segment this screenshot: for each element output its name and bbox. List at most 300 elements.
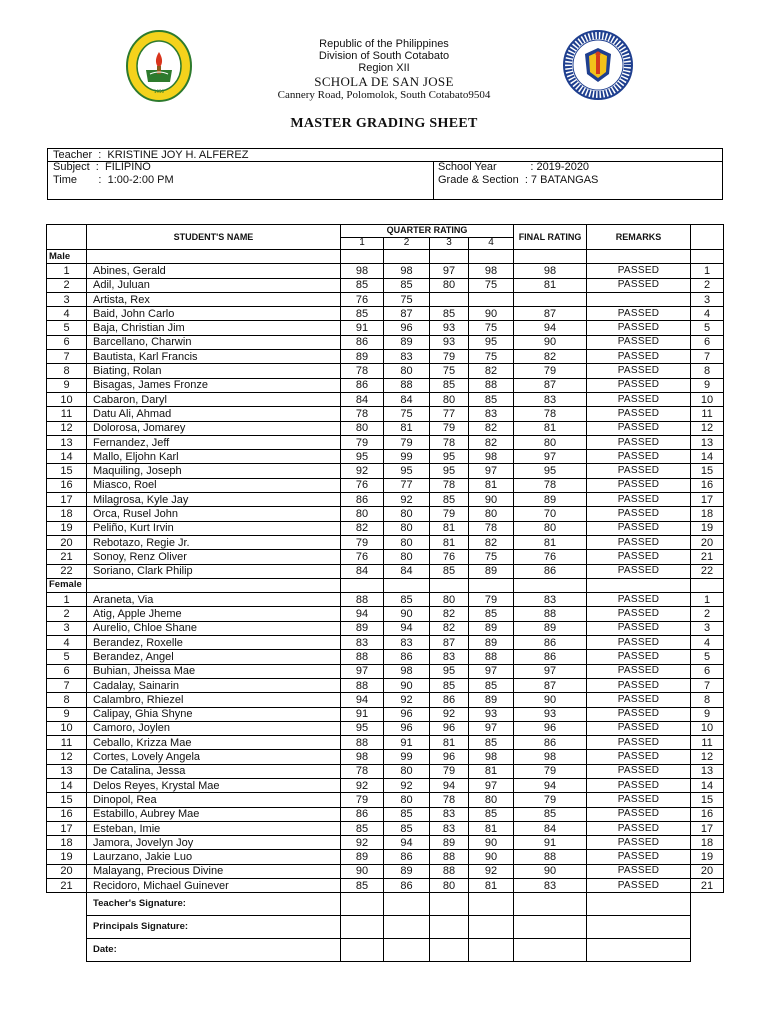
- remarks-cell: PASSED: [587, 879, 691, 893]
- student-name: Dolorosa, Jomarey: [87, 421, 341, 435]
- final-grade: 94: [514, 321, 587, 335]
- remarks-cell: PASSED: [587, 264, 691, 278]
- subject-info: Subject : FILIPINO: [53, 161, 151, 173]
- quarter-2-grade: 88: [384, 378, 430, 392]
- student-name: Cabaron, Daryl: [87, 392, 341, 406]
- quarter-2-grade: 80: [384, 764, 430, 778]
- table-row: [47, 507, 724, 521]
- quarter-2-grade: 92: [384, 493, 430, 507]
- quarter-2-grade: 86: [384, 879, 430, 893]
- rank-number: 14: [691, 450, 724, 464]
- quarter-4-grade: 81: [469, 478, 514, 492]
- student-name: Estabillo, Aubrey Mae: [87, 807, 341, 821]
- student-name: Atig, Apple Jheme: [87, 607, 341, 621]
- quarter-3-grade: 80: [430, 879, 469, 893]
- grade-section-info: Grade & Section : 7 BATANGAS: [438, 174, 599, 186]
- student-name: Delos Reyes, Krystal Mae: [87, 778, 341, 792]
- final-grade: 76: [514, 550, 587, 564]
- student-name: Aurelio, Chloe Shane: [87, 621, 341, 635]
- quarter-2-grade: 84: [384, 392, 430, 406]
- quarter-1-grade: 79: [341, 435, 384, 449]
- rank-number: 4: [691, 636, 724, 650]
- table-header-row: [47, 225, 724, 238]
- row-number: 8: [47, 693, 87, 707]
- quarter-1-grade: 79: [341, 793, 384, 807]
- final-grade: 98: [514, 264, 587, 278]
- quarter-4-grade: 98: [469, 264, 514, 278]
- row-number: 13: [47, 435, 87, 449]
- remarks-cell: PASSED: [587, 593, 691, 607]
- student-name: Sonoy, Renz Oliver: [87, 550, 341, 564]
- table-row: [47, 793, 724, 807]
- quarter-4-grade: 85: [469, 678, 514, 692]
- quarter-2-grade: 85: [384, 593, 430, 607]
- final-grade: 79: [514, 793, 587, 807]
- quarter-1-grade: 80: [341, 507, 384, 521]
- rank-number: 19: [691, 521, 724, 535]
- final-grade: 98: [514, 750, 587, 764]
- quarter-3-grade: 92: [430, 707, 469, 721]
- final-grade: 86: [514, 564, 587, 578]
- table-row: [47, 292, 724, 306]
- quarter-4-grade: 98: [469, 750, 514, 764]
- quarter-2-grade: 96: [384, 721, 430, 735]
- quarter-2-grade: 89: [384, 335, 430, 349]
- quarter-1-grade: 84: [341, 392, 384, 406]
- rank-number: 8: [691, 364, 724, 378]
- remarks-cell: PASSED: [587, 421, 691, 435]
- quarter-3-grade: 81: [430, 736, 469, 750]
- final-grade: 79: [514, 764, 587, 778]
- quarter-1-header: 1: [341, 237, 384, 250]
- quarter-1-grade: 85: [341, 278, 384, 292]
- quarter-1-grade: 91: [341, 321, 384, 335]
- quarter-4-grade: 89: [469, 621, 514, 635]
- table-row: [47, 392, 724, 406]
- quarter-3-grade: 95: [430, 450, 469, 464]
- quarter-1-grade: 89: [341, 350, 384, 364]
- quarter-2-grade: 80: [384, 521, 430, 535]
- table-row: [47, 307, 724, 321]
- row-number: 16: [47, 807, 87, 821]
- row-number: 3: [47, 621, 87, 635]
- quarter-4-grade: 82: [469, 435, 514, 449]
- quarter-1-grade: 82: [341, 521, 384, 535]
- rank-number: 5: [691, 321, 724, 335]
- row-number: 1: [47, 264, 87, 278]
- quarter-2-grade: 86: [384, 650, 430, 664]
- row-number: 20: [47, 535, 87, 549]
- table-row: [47, 493, 724, 507]
- quarter-2-grade: 75: [384, 407, 430, 421]
- quarter-3-grade: 85: [430, 678, 469, 692]
- quarter-4-grade: 90: [469, 850, 514, 864]
- quarter-2-grade: 80: [384, 364, 430, 378]
- row-number: 7: [47, 350, 87, 364]
- rank-number: 2: [691, 278, 724, 292]
- quarter-4-grade: 81: [469, 879, 514, 893]
- quarter-4-grade: 83: [469, 407, 514, 421]
- remarks-cell: PASSED: [587, 364, 691, 378]
- final-grade: 85: [514, 807, 587, 821]
- quarter-2-grade: 80: [384, 507, 430, 521]
- remarks-cell: PASSED: [587, 793, 691, 807]
- quarter-2-grade: 84: [384, 564, 430, 578]
- quarter-4-grade: 82: [469, 364, 514, 378]
- row-number: 6: [47, 664, 87, 678]
- row-number: 9: [47, 378, 87, 392]
- teacher-info: Teacher : KRISTINE JOY H. ALFEREZ: [53, 149, 249, 161]
- quarter-3-grade: 88: [430, 864, 469, 878]
- remarks-cell: PASSED: [587, 636, 691, 650]
- signature-row: [47, 939, 724, 962]
- quarter-3-grade: 81: [430, 535, 469, 549]
- final-grade: 84: [514, 821, 587, 835]
- rank-number: 1: [691, 264, 724, 278]
- quarter-1-grade: 95: [341, 721, 384, 735]
- remarks-cell: PASSED: [587, 550, 691, 564]
- final-grade: 81: [514, 421, 587, 435]
- school-address: Cannery Road, Polomolok, South Cotabato9504: [277, 89, 491, 101]
- rank-number: 9: [691, 707, 724, 721]
- quarter-3-grade: 88: [430, 850, 469, 864]
- row-number: 1: [47, 593, 87, 607]
- final-grade: 86: [514, 650, 587, 664]
- table-row: [47, 435, 724, 449]
- remarks-cell: PASSED: [587, 607, 691, 621]
- quarter-1-grade: 76: [341, 478, 384, 492]
- remarks-cell: PASSED: [587, 464, 691, 478]
- table-row: [47, 621, 724, 635]
- remarks-cell: PASSED: [587, 350, 691, 364]
- rank-number: 12: [691, 750, 724, 764]
- quarter-3-grade: 79: [430, 421, 469, 435]
- quarter-2-grade: 80: [384, 535, 430, 549]
- student-name: Rebotazo, Regie Jr.: [87, 535, 341, 549]
- student-name: Berandez, Roxelle: [87, 636, 341, 650]
- final-grade: 86: [514, 636, 587, 650]
- quarter-4-header: 4: [469, 237, 514, 250]
- student-name-header: STUDENT'S NAME: [87, 225, 341, 250]
- quarter-4-grade: 79: [469, 593, 514, 607]
- row-number: 2: [47, 278, 87, 292]
- quarter-1-grade: 91: [341, 707, 384, 721]
- quarter-1-grade: 92: [341, 464, 384, 478]
- quarter-1-grade: 85: [341, 307, 384, 321]
- section-row: [47, 578, 724, 592]
- student-name: Abines, Gerald: [87, 264, 341, 278]
- quarter-3-grade: 93: [430, 321, 469, 335]
- remarks-cell: PASSED: [587, 478, 691, 492]
- student-name: Adil, Juluan: [87, 278, 341, 292]
- final-grade: 83: [514, 879, 587, 893]
- quarter-2-grade: 98: [384, 664, 430, 678]
- quarter-4-grade: 97: [469, 464, 514, 478]
- quarter-2-grade: 81: [384, 421, 430, 435]
- rank-number: 22: [691, 564, 724, 578]
- student-name: Peliño, Kurt Irvin: [87, 521, 341, 535]
- student-name: Berandez, Angel: [87, 650, 341, 664]
- table-row: [47, 478, 724, 492]
- row-number: 18: [47, 836, 87, 850]
- row-number: 16: [47, 478, 87, 492]
- table-row: [47, 264, 724, 278]
- remarks-cell: PASSED: [587, 407, 691, 421]
- quarter-2-grade: 83: [384, 350, 430, 364]
- quarter-2-grade: 80: [384, 793, 430, 807]
- quarter-2-grade: 90: [384, 607, 430, 621]
- student-name: Fernandez, Jeff: [87, 435, 341, 449]
- table-row: [47, 335, 724, 349]
- quarter-2-grade: 77: [384, 478, 430, 492]
- remarks-cell: PASSED: [587, 778, 691, 792]
- student-name: Ceballo, Krizza Mae: [87, 736, 341, 750]
- remarks-cell: PASSED: [587, 392, 691, 406]
- table-row: [47, 736, 724, 750]
- quarter-3-grade: 79: [430, 350, 469, 364]
- row-number: 15: [47, 793, 87, 807]
- table-row: [47, 450, 724, 464]
- row-number: 5: [47, 650, 87, 664]
- table-row: [47, 693, 724, 707]
- quarter-2-grade: 83: [384, 636, 430, 650]
- quarter-1-grade: 76: [341, 550, 384, 564]
- final-grade: 89: [514, 493, 587, 507]
- table-row: [47, 721, 724, 735]
- quarter-3-grade: [430, 292, 469, 306]
- quarter-rating-header: QUARTER RATING: [341, 225, 514, 238]
- row-number: 11: [47, 736, 87, 750]
- quarter-2-grade: 85: [384, 807, 430, 821]
- quarter-3-grade: 82: [430, 607, 469, 621]
- republic-line: Republic of the Philippines: [319, 38, 449, 50]
- quarter-4-grade: 90: [469, 493, 514, 507]
- rank-number: 15: [691, 464, 724, 478]
- quarter-4-grade: 90: [469, 836, 514, 850]
- quarter-3-grade: 85: [430, 378, 469, 392]
- quarter-4-grade: 78: [469, 521, 514, 535]
- table-row: [47, 707, 724, 721]
- quarter-3-grade: 75: [430, 364, 469, 378]
- quarter-3-grade: 85: [430, 307, 469, 321]
- teacher-signature-label: Teacher's Signature:: [87, 893, 341, 916]
- row-number: 19: [47, 850, 87, 864]
- quarter-4-grade: 85: [469, 607, 514, 621]
- table-row: [47, 607, 724, 621]
- final-grade: 83: [514, 392, 587, 406]
- row-number: 14: [47, 778, 87, 792]
- rank-number: 2: [691, 607, 724, 621]
- quarter-1-grade: 98: [341, 264, 384, 278]
- final-grade: 79: [514, 364, 587, 378]
- quarter-1-grade: 85: [341, 821, 384, 835]
- quarter-3-grade: 96: [430, 721, 469, 735]
- quarter-3-grade: 81: [430, 521, 469, 535]
- quarter-1-grade: 97: [341, 664, 384, 678]
- rank-number: 1: [691, 593, 724, 607]
- quarter-3-grade: 80: [430, 392, 469, 406]
- rank-number: 6: [691, 664, 724, 678]
- quarter-2-grade: 98: [384, 264, 430, 278]
- final-grade: 95: [514, 464, 587, 478]
- rank-number: 16: [691, 478, 724, 492]
- final-grade: 87: [514, 307, 587, 321]
- table-row: [47, 750, 724, 764]
- quarter-3-grade: 85: [430, 493, 469, 507]
- quarter-3-grade: 79: [430, 764, 469, 778]
- table-row: [47, 593, 724, 607]
- final-grade: 70: [514, 507, 587, 521]
- row-number: 7: [47, 678, 87, 692]
- quarter-2-grade: 99: [384, 750, 430, 764]
- quarter-2-grade: 92: [384, 778, 430, 792]
- row-number: 8: [47, 364, 87, 378]
- rank-number: 15: [691, 793, 724, 807]
- remarks-cell: PASSED: [587, 507, 691, 521]
- remarks-cell: PASSED: [587, 521, 691, 535]
- quarter-1-grade: 83: [341, 636, 384, 650]
- rank-number: 16: [691, 807, 724, 821]
- student-name: Calipay, Ghia Shyne: [87, 707, 341, 721]
- quarter-2-grade: 92: [384, 693, 430, 707]
- student-name: Baja, Christian Jim: [87, 321, 341, 335]
- quarter-3-grade: 76: [430, 550, 469, 564]
- row-number: 21: [47, 879, 87, 893]
- quarter-3-grade: 96: [430, 750, 469, 764]
- rank-number: 7: [691, 350, 724, 364]
- rank-number: 17: [691, 821, 724, 835]
- quarter-3-grade: 78: [430, 793, 469, 807]
- student-name: Artista, Rex: [87, 292, 341, 306]
- student-name: Camoro, Joylen: [87, 721, 341, 735]
- table-row: [47, 764, 724, 778]
- quarter-1-grade: 88: [341, 678, 384, 692]
- quarter-3-grade: 83: [430, 807, 469, 821]
- final-grade: 81: [514, 535, 587, 549]
- student-name: Laurzano, Jakie Luo: [87, 850, 341, 864]
- table-row: [47, 636, 724, 650]
- student-name: Jamora, Jovelyn Joy: [87, 836, 341, 850]
- rank-number: 3: [691, 292, 724, 306]
- quarter-1-grade: 79: [341, 535, 384, 549]
- quarter-2-grade: 87: [384, 307, 430, 321]
- student-name: Milagrosa, Kyle Jay: [87, 493, 341, 507]
- final-grade: 81: [514, 278, 587, 292]
- quarter-1-grade: 84: [341, 564, 384, 578]
- final-grade: 78: [514, 407, 587, 421]
- rank-number: 19: [691, 850, 724, 864]
- remarks-header: REMARKS: [587, 225, 691, 250]
- quarter-1-grade: 92: [341, 836, 384, 850]
- remarks-cell: PASSED: [587, 335, 691, 349]
- row-number: 17: [47, 493, 87, 507]
- quarter-2-grade: 94: [384, 621, 430, 635]
- quarter-1-grade: 86: [341, 378, 384, 392]
- row-number: 6: [47, 335, 87, 349]
- remarks-cell: PASSED: [587, 321, 691, 335]
- date-label: Date:: [87, 939, 341, 962]
- row-number: 12: [47, 421, 87, 435]
- remarks-cell: PASSED: [587, 721, 691, 735]
- rank-number: 18: [691, 836, 724, 850]
- quarter-2-header: 2: [384, 237, 430, 250]
- section-label: Female: [47, 578, 87, 592]
- remarks-cell: PASSED: [587, 707, 691, 721]
- row-number: 22: [47, 564, 87, 578]
- quarter-4-grade: 97: [469, 721, 514, 735]
- quarter-4-grade: 98: [469, 450, 514, 464]
- row-number: 4: [47, 636, 87, 650]
- quarter-4-grade: 89: [469, 693, 514, 707]
- final-grade: 94: [514, 778, 587, 792]
- quarter-4-grade: 80: [469, 793, 514, 807]
- final-grade: 97: [514, 450, 587, 464]
- rank-number: 10: [691, 392, 724, 406]
- student-name: Dinopol, Rea: [87, 793, 341, 807]
- quarter-3-grade: 86: [430, 693, 469, 707]
- rank-number: 10: [691, 721, 724, 735]
- quarter-3-grade: 79: [430, 507, 469, 521]
- remarks-cell: PASSED: [587, 678, 691, 692]
- time-info: Time : 1:00-2:00 PM: [53, 174, 174, 186]
- quarter-4-grade: 85: [469, 736, 514, 750]
- quarter-3-grade: 95: [430, 664, 469, 678]
- final-grade: 80: [514, 521, 587, 535]
- rank-number: 6: [691, 335, 724, 349]
- quarter-4-grade: 90: [469, 307, 514, 321]
- remarks-cell: PASSED: [587, 864, 691, 878]
- table-row: [47, 879, 724, 893]
- remarks-cell: PASSED: [587, 493, 691, 507]
- quarter-2-grade: 75: [384, 292, 430, 306]
- quarter-1-grade: 94: [341, 607, 384, 621]
- rank-number: 13: [691, 764, 724, 778]
- quarter-3-grade: 80: [430, 593, 469, 607]
- quarter-1-grade: 89: [341, 621, 384, 635]
- student-name: Calambro, Rhiezel: [87, 693, 341, 707]
- rank-number: 7: [691, 678, 724, 692]
- quarter-2-grade: 90: [384, 678, 430, 692]
- quarter-4-grade: 88: [469, 650, 514, 664]
- quarter-1-grade: 86: [341, 807, 384, 821]
- quarter-3-grade: 83: [430, 821, 469, 835]
- remarks-cell: PASSED: [587, 650, 691, 664]
- student-name: Barcellano, Charwin: [87, 335, 341, 349]
- principal-signature-label: Principals Signature:: [87, 916, 341, 939]
- table-row: [47, 650, 724, 664]
- quarter-2-grade: 94: [384, 836, 430, 850]
- quarter-4-grade: 97: [469, 778, 514, 792]
- quarter-4-grade: 80: [469, 507, 514, 521]
- quarter-1-grade: 88: [341, 593, 384, 607]
- seal-year: 1950: [153, 89, 165, 94]
- row-number: 5: [47, 321, 87, 335]
- remarks-cell: PASSED: [587, 764, 691, 778]
- student-name: Cadalay, Sainarin: [87, 678, 341, 692]
- table-row: [47, 421, 724, 435]
- quarter-2-grade: 86: [384, 850, 430, 864]
- table-row: [47, 550, 724, 564]
- remarks-cell: PASSED: [587, 307, 691, 321]
- table-row: [47, 778, 724, 792]
- student-name: Mallo, Eljohn Karl: [87, 450, 341, 464]
- quarter-1-grade: 88: [341, 650, 384, 664]
- remarks-cell: PASSED: [587, 621, 691, 635]
- rank-number: 21: [691, 550, 724, 564]
- division-line: Division of South Cotabato: [318, 50, 450, 62]
- student-name: Maquiling, Joseph: [87, 464, 341, 478]
- table-row: [47, 350, 724, 364]
